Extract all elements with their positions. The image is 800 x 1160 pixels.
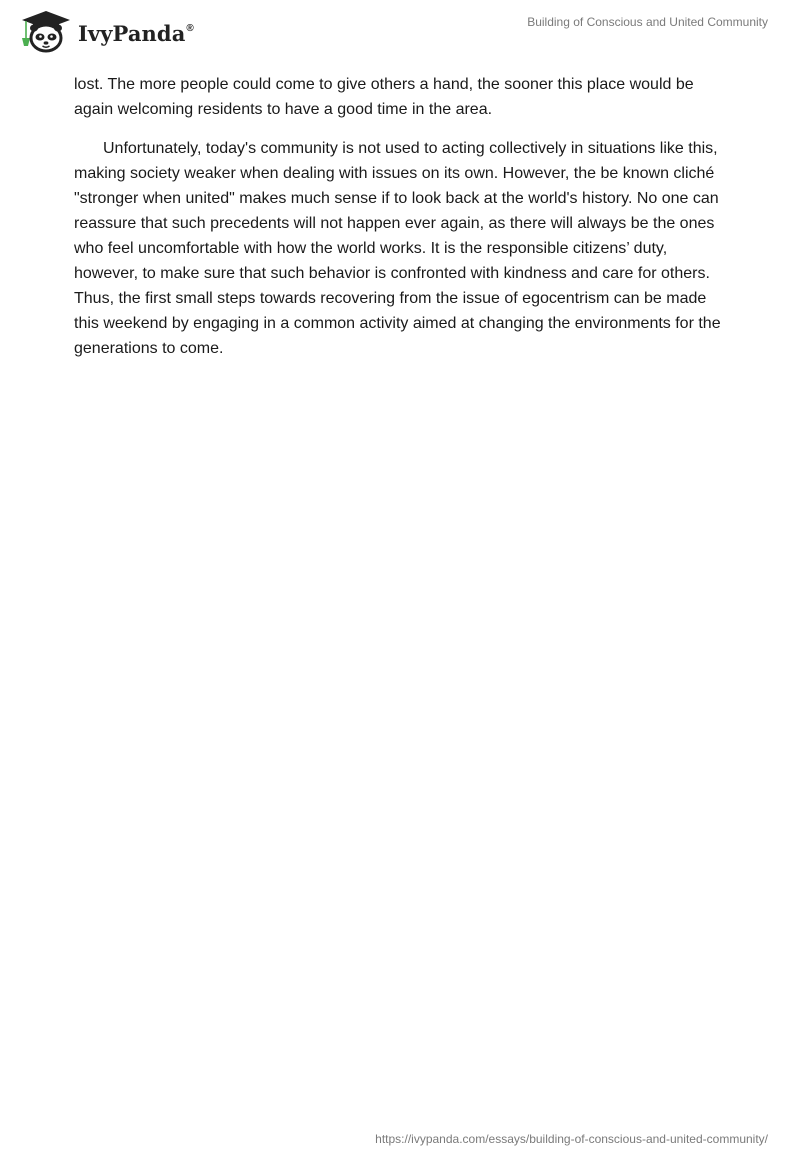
essay-body [74, 72, 734, 375]
source-url-link[interactable]: https://ivypanda.com/essays/building-of-conscious-and-united-community/ [375, 1132, 768, 1146]
document-title: Building of Conscious and United Community [527, 15, 768, 29]
paragraph-continuation: lost. The more people could come to give others a hand, the sooner this place would be again welcoming residents to have a good time in the area. [74, 76, 694, 118]
paragraph: Unfortunately, today's community is not used to acting collectively in situations like this, making society weaker when dealing with issues on its own. However, the be known cliché "stronger when united" makes much sense if to look back at the world's history. No one can reassure that such precedents will not happen ever again, as there will always be the ones who feel uncomfortable with how the world works. It is the responsible citizens’ duty, however, to make sure that such behavior is confronted with kindness and care for others. Thus, the first small steps towards recovering from the issue of egocentrism can be made this weekend by engaging in a common activity aimed at changing the environments for the generations to come. [74, 140, 721, 357]
registered-mark: ® [186, 22, 194, 34]
logo-wordmark: IvyPanda® [78, 20, 194, 46]
page-header [0, 0, 800, 70]
panda-graduation-cap-icon [16, 8, 76, 54]
ivypanda-logo[interactable] [16, 8, 194, 54]
